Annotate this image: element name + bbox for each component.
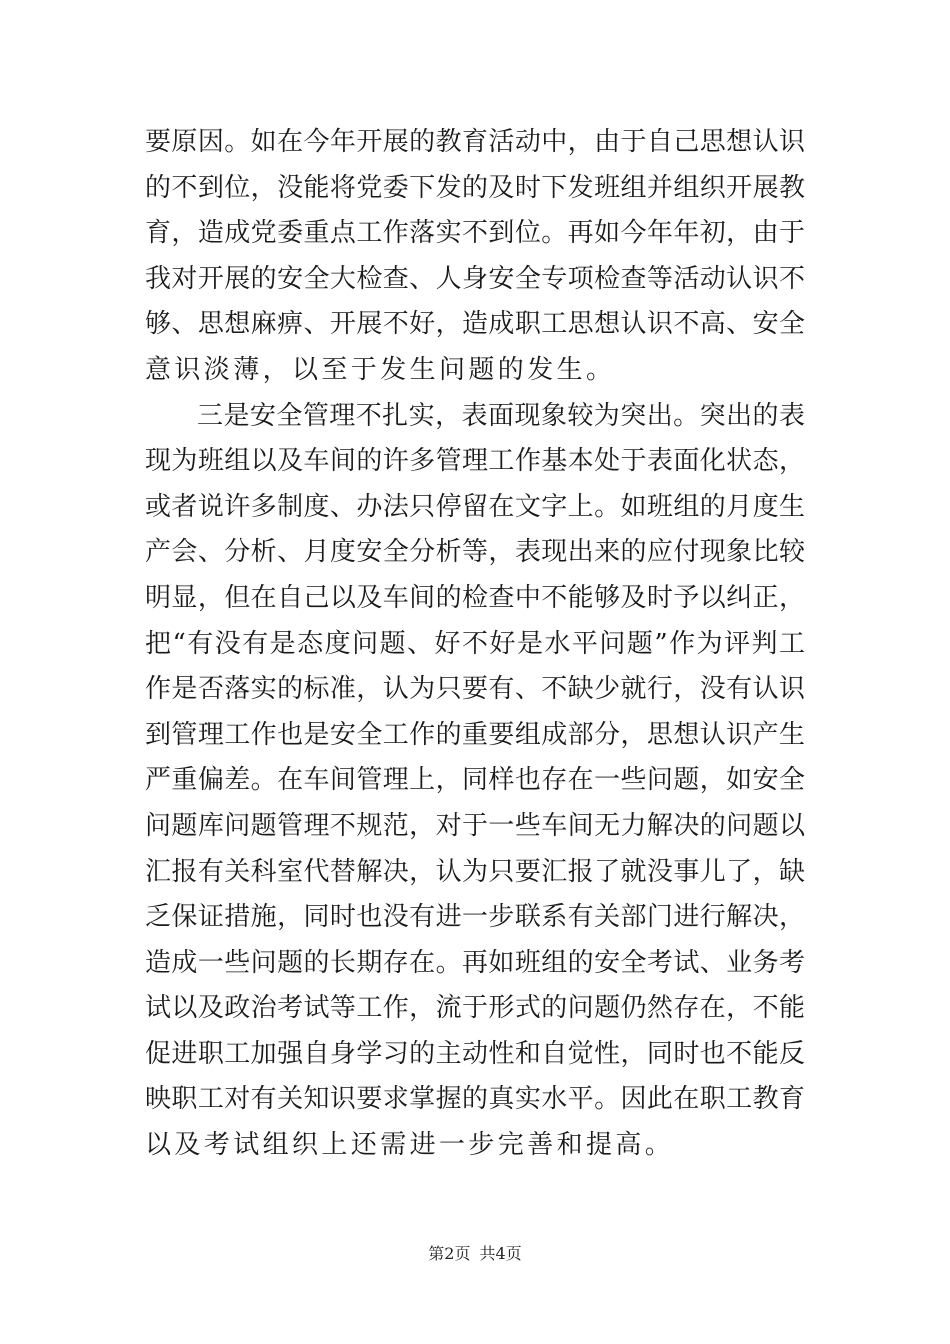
page-number: 第2页 bbox=[428, 1244, 471, 1263]
text-line: 育，造成党委重点工作落实不到位。再如今年年初，由于 bbox=[145, 218, 805, 249]
text-line: 产会、分析、月度安全分析等，表现出来的应付现象比较 bbox=[145, 537, 805, 568]
text-line: 够、思想麻痹、开展不好，造成职工思想认识不高、安全 bbox=[145, 309, 805, 340]
text-line: 映职工对有关知识要求掌握的真实水平。因此在职工教育 bbox=[145, 1084, 805, 1115]
text-line: 意识淡薄，以至于发生问题的发生。 bbox=[145, 354, 616, 385]
text-line: 造成一些问题的长期存在。再如班组的安全考试、业务考 bbox=[145, 947, 805, 978]
text-line: 作是否落实的标准，认为只要有、不缺少就行，没有认识 bbox=[145, 674, 805, 705]
paragraph-first-line: 三是安全管理不扎实，表面现象较为突出。突出的表 bbox=[197, 400, 805, 431]
document-body bbox=[145, 120, 805, 1169]
page-footer bbox=[0, 1244, 950, 1264]
text-line: 问题库问题管理不规范，对于一些车间无力解决的问题以 bbox=[145, 810, 805, 841]
text-line: 促进职工加强自身学习的主动性和自觉性，同时也不能反 bbox=[145, 1038, 805, 1069]
text-line: 以及考试组织上还需进一步完善和提高。 bbox=[145, 1130, 675, 1161]
text-line: 明显，但在自己以及车间的检查中不能够及时予以纠正， bbox=[145, 582, 805, 613]
text-line: 严重偏差。在车间管理上，同样也存在一些问题，如安全 bbox=[145, 765, 805, 796]
text-line: 把“有没有是态度问题、好不好是水平问题”作为评判工 bbox=[145, 628, 805, 659]
text-line: 我对开展的安全大检查、人身安全专项检查等活动认识不 bbox=[145, 263, 805, 294]
text-line: 汇报有关科室代替解决，认为只要汇报了就没事儿了，缺 bbox=[145, 856, 805, 887]
text-line: 的不到位，没能将党委下发的及时下发班组并组织开展教 bbox=[145, 172, 805, 203]
text-line: 或者说许多制度、办法只停留在文字上。如班组的月度生 bbox=[145, 491, 805, 522]
text-line: 现为班组以及车间的许多管理工作基本处于表面化状态， bbox=[145, 446, 805, 477]
text-line: 试以及政治考试等工作，流于形式的问题仍然存在，不能 bbox=[145, 993, 805, 1024]
text-line: 要原因。如在今年开展的教育活动中，由于自己思想认识 bbox=[145, 127, 805, 157]
text-line: 乏保证措施，同时也没有进一步联系有关部门进行解决， bbox=[145, 902, 805, 933]
text-line: 到管理工作也是安全工作的重要组成部分，思想认识产生 bbox=[145, 719, 805, 750]
page-total: 共4页 bbox=[479, 1244, 522, 1263]
